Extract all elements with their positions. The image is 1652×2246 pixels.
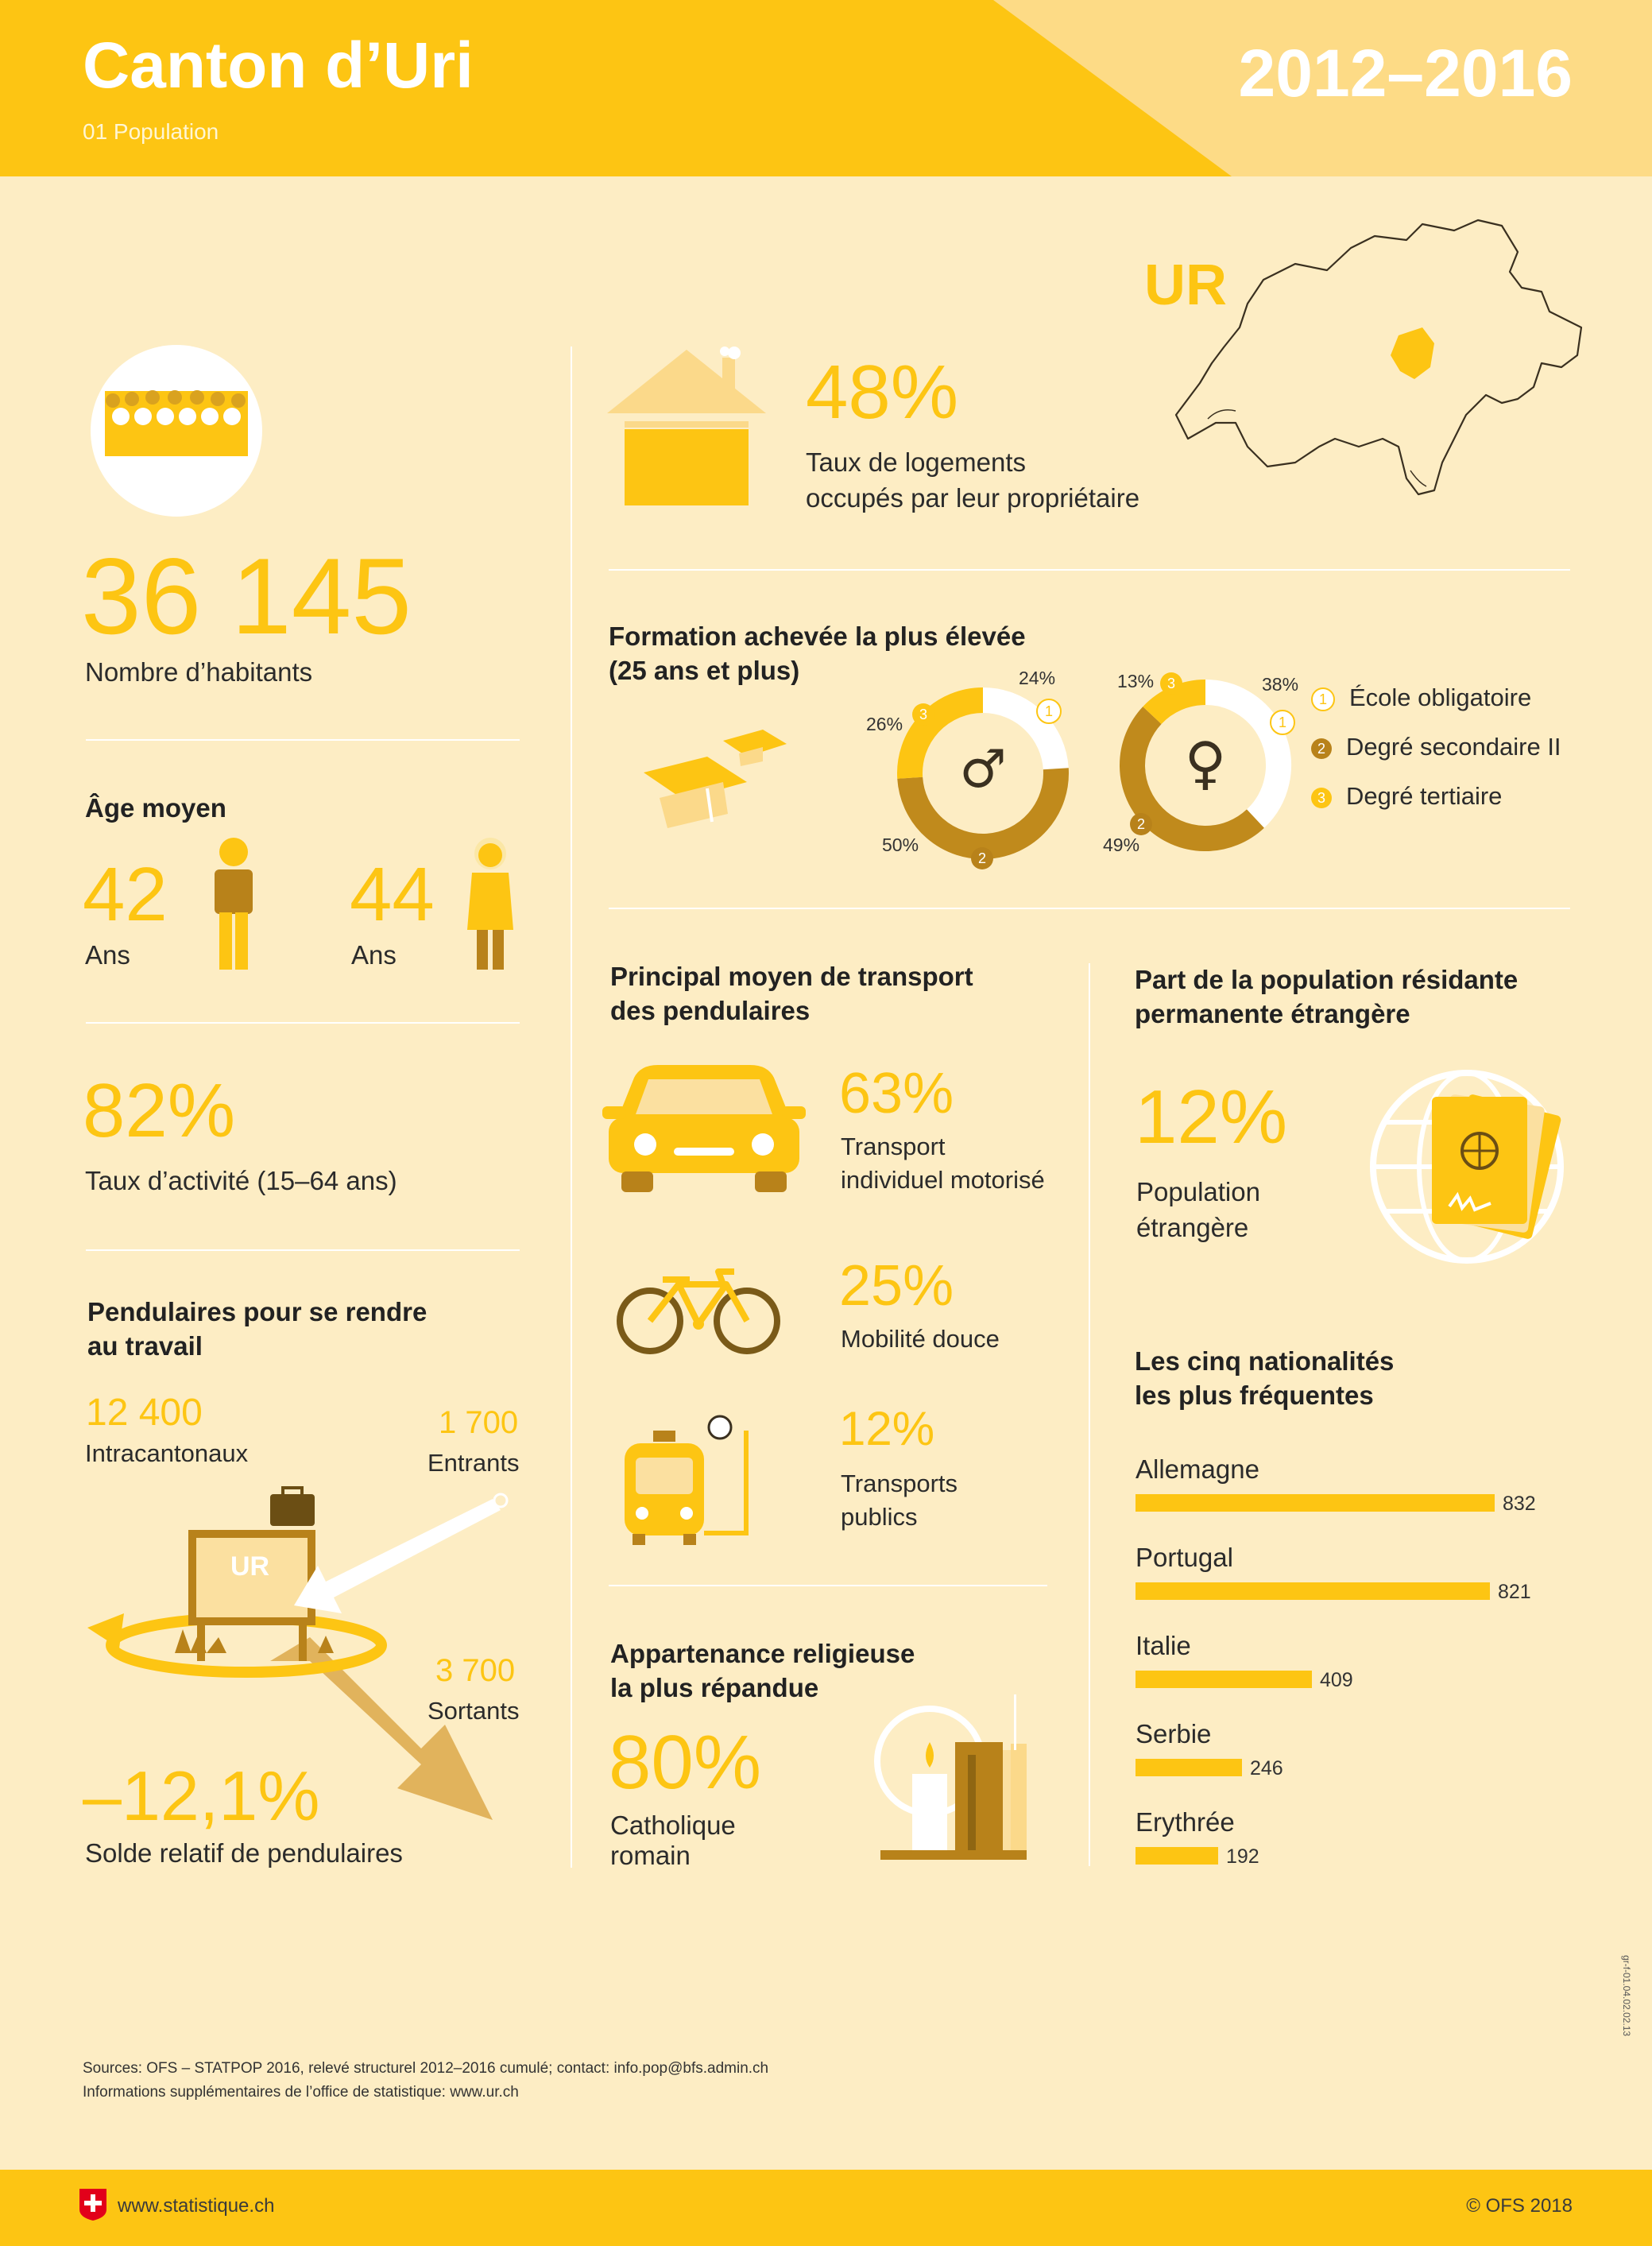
- passport-globe-icon: [1364, 1055, 1578, 1270]
- commuters-out-label: Sortants: [428, 1697, 520, 1725]
- nationalities-heading-line2: les plus fréquentes: [1135, 1380, 1374, 1410]
- transport-car-value: 63%: [839, 1062, 954, 1125]
- population-value: 36 145: [81, 536, 412, 656]
- commuters-heading: [87, 1295, 427, 1364]
- education-legend-3: [1311, 782, 1502, 811]
- education-men-badge3: 3: [912, 703, 934, 726]
- housing-value: 48%: [806, 350, 959, 435]
- education-women-pct1: 38%: [1262, 674, 1299, 695]
- education-men-pct1: 24%: [1019, 668, 1056, 688]
- legend-badge-1: 1: [1311, 687, 1335, 711]
- transport-public-label: [841, 1467, 958, 1534]
- nationality-name: Italie: [1136, 1631, 1191, 1660]
- religion-heading-line2: la plus répandue: [610, 1672, 819, 1702]
- foreign-value: 12%: [1135, 1075, 1288, 1160]
- religion-heading: [610, 1637, 915, 1706]
- religion-label-line1: Catholique: [610, 1810, 736, 1840]
- transport-car-label-line2: individuel motorisé: [841, 1165, 1045, 1194]
- age-heading: Âge moyen: [85, 793, 226, 823]
- education-heading-line2: (25 ans et plus): [609, 655, 800, 685]
- population-crowd-icon: [89, 343, 264, 518]
- commuters-intra-label: Intracantonaux: [85, 1439, 249, 1467]
- transport-heading-line1: Principal moyen de transport: [610, 962, 973, 991]
- foreign-heading-line2: permanente étrangère: [1135, 998, 1410, 1028]
- education-heading: [609, 620, 1026, 688]
- divider-left-2: [86, 1022, 520, 1024]
- commuters-intra-value: 12 400: [86, 1392, 203, 1434]
- legend-badge-2: 2: [1311, 738, 1332, 759]
- commuters-in-value: 1 700: [439, 1405, 519, 1440]
- nationality-name: Serbie: [1136, 1719, 1212, 1748]
- nationality-value-label: 821: [1498, 1581, 1531, 1603]
- page-title: Canton d’Uri: [83, 29, 474, 102]
- education-legend-2: [1311, 733, 1561, 761]
- housing-label: [806, 445, 1139, 516]
- foreign-heading-line1: Part de la population résidante: [1135, 965, 1519, 994]
- map-code-label: UR: [1144, 254, 1227, 317]
- commuters-balance-label: Solde relatif de pendulaires: [85, 1838, 403, 1868]
- foreign-label-line2: étrangère: [1136, 1212, 1249, 1242]
- transport-bike-value: 25%: [839, 1254, 954, 1318]
- education-women-badge1: 1: [1270, 710, 1295, 735]
- transport-heading: [610, 960, 973, 1028]
- woman-figure-icon: [461, 836, 520, 971]
- women-donut-segment-3: [1152, 692, 1205, 715]
- page-subtitle: 01 Population: [83, 119, 219, 144]
- graduation-caps-icon: [636, 725, 795, 844]
- foreign-label-line1: Population: [1136, 1177, 1260, 1206]
- nationality-name: Allemagne: [1136, 1454, 1259, 1484]
- divider-mid-1: [609, 569, 1570, 571]
- sources-line2: Informations supplémentaires de l’office de statistique: www.ur.ch: [83, 2084, 519, 2101]
- nationality-value-label: 832: [1503, 1493, 1536, 1515]
- header-banner: [0, 0, 1652, 176]
- nationality-bar: [1136, 1847, 1218, 1865]
- education-women-badge3: 3: [1160, 672, 1182, 695]
- bicycle-icon: [615, 1268, 782, 1356]
- switzerland-map-icon: [1168, 208, 1597, 514]
- education-heading-line1: Formation achevée la plus élevée: [609, 622, 1026, 651]
- footer-bar: [0, 2170, 1652, 2246]
- nationalities-heading: [1135, 1345, 1394, 1413]
- age-women-value: 44: [350, 852, 435, 937]
- female-symbol-icon: ♀: [1184, 730, 1227, 796]
- footer-website-link[interactable]: www.statistique.ch: [118, 2195, 275, 2217]
- activity-label: Taux d’activité (15–64 ans): [85, 1166, 397, 1195]
- sources-block: [83, 2057, 768, 2105]
- activity-value: 82%: [83, 1068, 236, 1153]
- age-men-value: 42: [83, 852, 168, 937]
- transport-car-label-line1: Transport: [841, 1133, 946, 1160]
- commuters-in-label: Entrants: [428, 1449, 520, 1477]
- transport-public-value: 12%: [839, 1402, 935, 1455]
- candle-book-icon: [874, 1686, 1049, 1869]
- foreign-heading: [1135, 963, 1518, 1032]
- column-divider-2: [1089, 963, 1090, 1866]
- commuters-balance-value: –12,1%: [83, 1756, 320, 1835]
- column-divider-1: [571, 347, 572, 1868]
- car-icon: [602, 1062, 806, 1197]
- bus-stop-icon: [625, 1411, 760, 1547]
- religion-heading-line1: Appartenance religieuse: [610, 1639, 915, 1668]
- footer-copyright: © OFS 2018: [1466, 2195, 1573, 2217]
- nationality-bar: [1136, 1582, 1490, 1600]
- legend-label-2: Degré secondaire II: [1346, 733, 1561, 761]
- nationality-bar: [1136, 1759, 1242, 1776]
- nationality-bar: [1136, 1671, 1312, 1688]
- uri-region-shape: [1391, 327, 1434, 379]
- nationality-name: Portugal: [1136, 1543, 1233, 1572]
- house-icon: [607, 342, 766, 517]
- nationalities-heading-line1: Les cinq nationalités: [1135, 1346, 1395, 1376]
- divider-left-1: [86, 739, 520, 741]
- religion-value: 80%: [609, 1720, 762, 1805]
- education-women-badge2: 2: [1130, 813, 1152, 835]
- legend-label-1: École obligatoire: [1349, 683, 1532, 711]
- education-legend-1: [1311, 683, 1531, 712]
- man-figure-icon: [208, 836, 259, 971]
- foreign-label: [1136, 1175, 1260, 1245]
- education-women-pct2: 49%: [1103, 835, 1140, 855]
- population-label: Nombre d’habitants: [85, 657, 313, 687]
- transport-bike-label: Mobilité douce: [841, 1325, 1000, 1353]
- housing-label-line1: Taux de logements: [806, 447, 1027, 477]
- housing-label-line2: occupés par leur propriétaire: [806, 482, 1140, 513]
- transport-heading-line2: des pendulaires: [610, 995, 811, 1025]
- commuters-sign-label: UR: [230, 1551, 270, 1582]
- nationality-value-label: 192: [1226, 1845, 1259, 1868]
- commuters-heading-line1: Pendulaires pour se rendre: [87, 1297, 428, 1326]
- transport-public-label-line2: publics: [841, 1502, 918, 1531]
- commuters-out-value: 3 700: [435, 1653, 516, 1688]
- nationality-name: Erythrée: [1136, 1807, 1235, 1837]
- nationality-value-label: 409: [1320, 1669, 1353, 1691]
- legend-badge-3: 3: [1311, 788, 1332, 808]
- age-women-unit: Ans: [351, 940, 397, 970]
- divider-mid-3: [609, 1585, 1047, 1586]
- education-men-pct2: 50%: [882, 835, 919, 855]
- swiss-flag-icon: [79, 2189, 106, 2221]
- religion-label-line2: romain: [610, 1840, 691, 1870]
- education-men-badge2: 2: [971, 847, 993, 869]
- legend-label-3: Degré tertiaire: [1346, 782, 1503, 810]
- religion-label: [610, 1810, 736, 1871]
- age-men-unit: Ans: [85, 940, 130, 970]
- education-men-pct3: 26%: [866, 714, 903, 734]
- nationality-bar: [1136, 1494, 1495, 1512]
- divider-left-3: [86, 1249, 520, 1251]
- period-label: 2012–2016: [1238, 36, 1573, 110]
- divider-mid-2: [609, 908, 1570, 909]
- education-women-pct3: 13%: [1117, 671, 1155, 691]
- transport-public-label-line1: Transports: [841, 1470, 958, 1497]
- commuters-heading-line2: au travail: [87, 1330, 203, 1361]
- transport-car-label: [841, 1130, 1045, 1197]
- education-men-badge1: 1: [1036, 699, 1062, 724]
- graphic-code: gr-f-01.04.02.02.13: [1621, 1955, 1632, 2037]
- nationality-value-label: 246: [1250, 1757, 1283, 1779]
- male-symbol-icon: ♂: [959, 738, 1007, 800]
- sources-line1: Sources: OFS – STATPOP 2016, relevé structurel 2012–2016 cumulé; contact: info.pop@bfs.admin.ch: [83, 2060, 769, 2077]
